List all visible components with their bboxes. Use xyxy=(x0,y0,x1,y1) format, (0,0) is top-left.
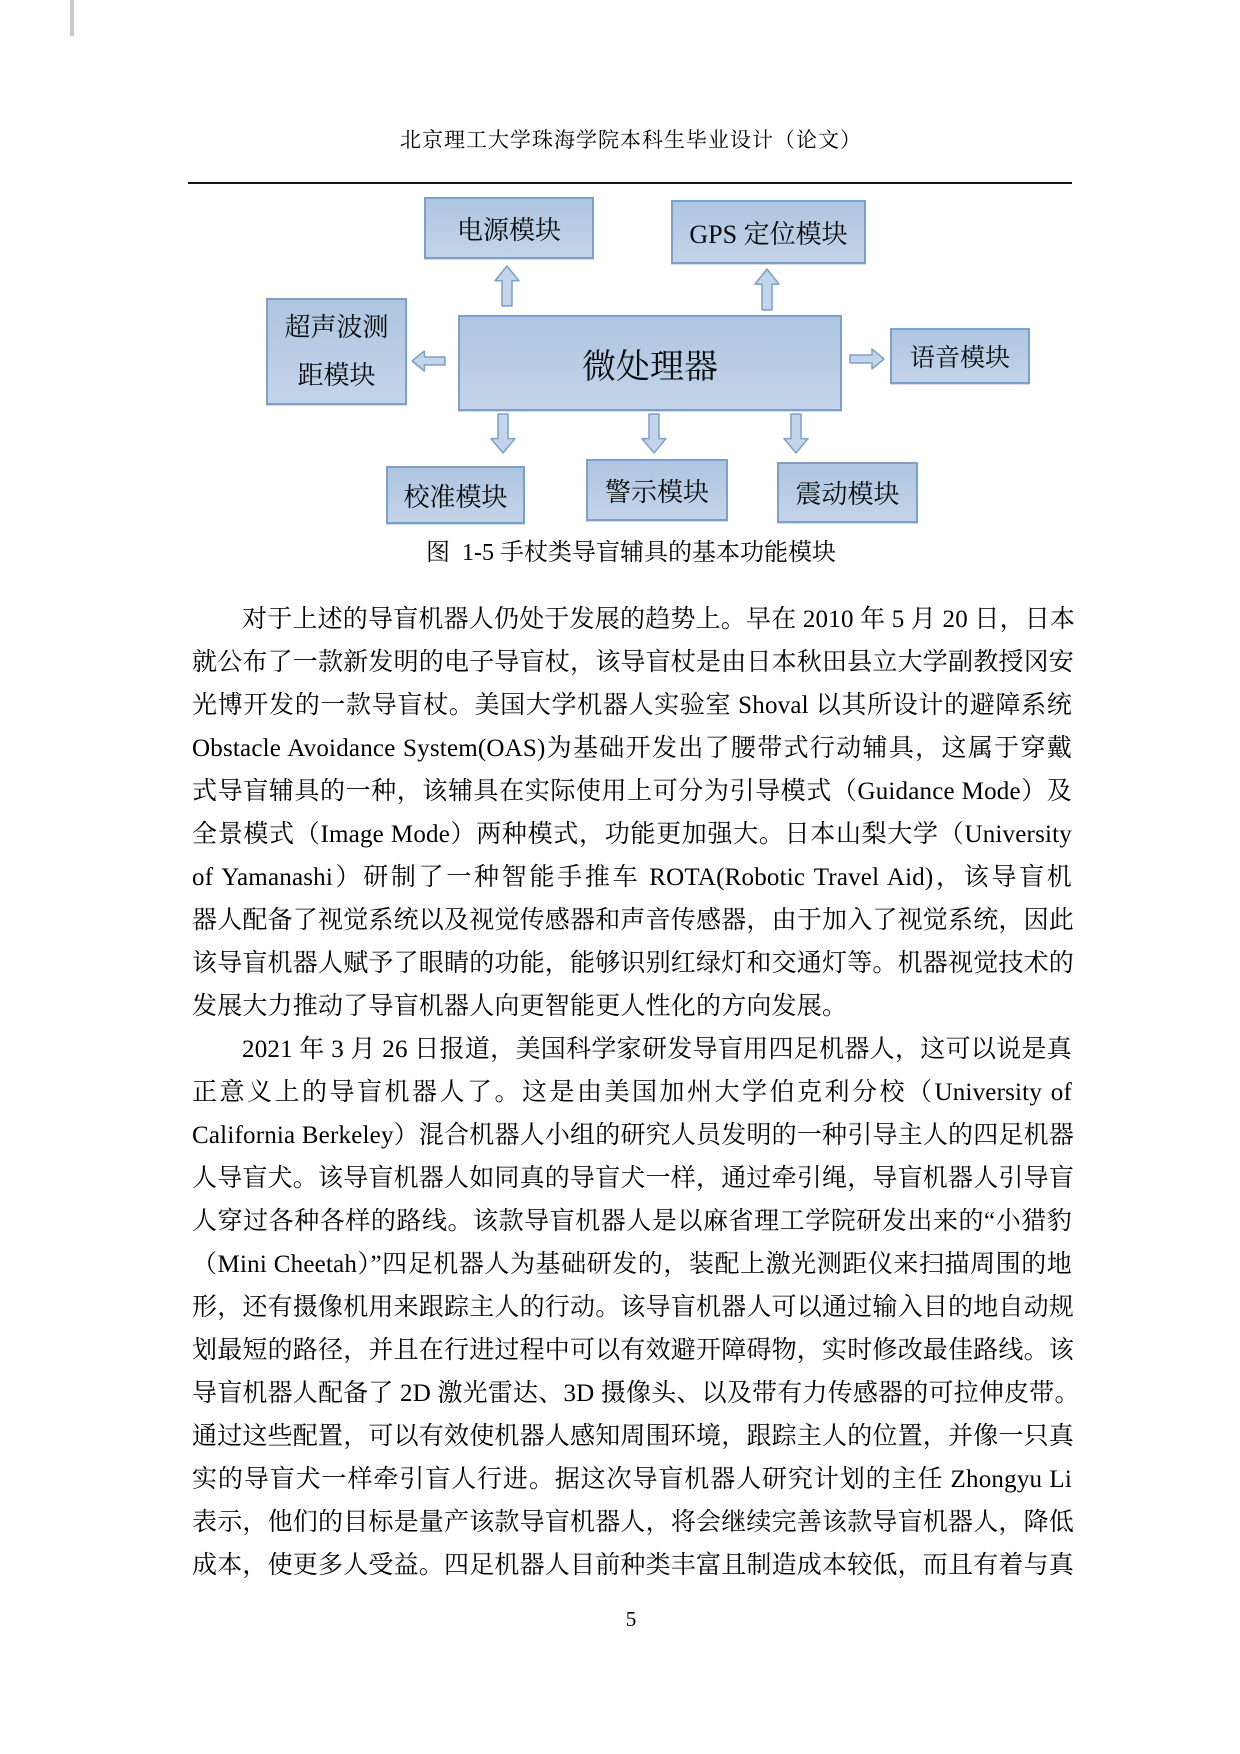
body-line: 表示，他们的目标是量产该款导盲机器人，将会继续完善该款导盲机器人，降低 xyxy=(192,1509,1075,1536)
diagram-box-processor-label: 微处理器 xyxy=(582,348,718,386)
arrow-left-icon xyxy=(411,350,446,372)
body-line: 就公布了一款新发明的电子导盲杖，该导盲杖是由日本秋田县立大学副教授冈安 xyxy=(192,649,1075,676)
body-line: 人导盲犬。该导盲机器人如同真的导盲犬一样，通过牵引绳，导盲机器人引导盲 xyxy=(192,1165,1075,1192)
diagram-box-warning xyxy=(586,459,728,521)
body-line: California Berkeley）混合机器人小组的研究人员发明的一种引导主人的四足机器 xyxy=(192,1122,1075,1149)
body-line: 该导盲机器人赋予了眼睛的功能，能够识别红绿灯和交通灯等。机器视觉技术的 xyxy=(192,950,1075,977)
body-line: 成本，使更多人受益。四足机器人目前种类丰富且制造成本较低，而且有着与真 xyxy=(192,1552,1075,1579)
diagram-box-vibration-label: 震动模块 xyxy=(795,480,900,509)
body-line: of Yamanashi）研制了一种智能手推车 ROTA(Robotic Travel Aid)，该导盲机 xyxy=(192,864,1072,891)
arrow-up-icon xyxy=(754,268,780,311)
diagram-box-voice xyxy=(890,328,1030,384)
page-header: 北京理工大学珠海学院本科生毕业设计（论文） xyxy=(400,128,862,152)
diagram-box-ultrasonic-label-line1: 超声波测 xyxy=(284,312,389,342)
diagram-box-ultrasonic-label-line2: 距模块 xyxy=(297,360,376,390)
diagram-box-power-label: 电源模块 xyxy=(456,215,561,245)
diagram-box-gps-label: GPS 定位模块 xyxy=(689,219,848,249)
scan-artifact xyxy=(70,0,74,36)
page-number: 5 xyxy=(625,1607,637,1631)
body-line: 实的导盲犬一样牵引盲人行进。据这次导盲机器人研究计划的主任 Zhongyu Li xyxy=(192,1466,1072,1493)
body-line: 正意义上的导盲机器人了。这是由美国加州大学伯克利分校（University of xyxy=(192,1079,1072,1106)
body-line: 对于上述的导盲机器人仍处于发展的趋势上。早在 2010 年 5 月 20 日，日本 xyxy=(242,606,1076,633)
body-line: 2021 年 3 月 26 日报道，美国科学家研发导盲用四足机器人，这可以说是真 xyxy=(242,1036,1072,1063)
diagram-box-power xyxy=(424,197,594,259)
diagram-box-processor xyxy=(458,315,842,411)
body-line: 全景模式（Image Mode）两种模式，功能更加强大。日本山梨大学（University xyxy=(192,821,1072,848)
body-line: 人穿过各种各样的路线。该款导盲机器人是以麻省理工学院研发出来的“小猎豹 xyxy=(192,1208,1072,1235)
arrow-right-icon xyxy=(849,348,885,370)
diagram-box-warning-label: 警示模块 xyxy=(604,477,709,507)
body-line: （Mini Cheetah）”四足机器人为基础研发的，装配上激光测距仪来扫描周围的地 xyxy=(192,1251,1072,1278)
arrow-down-icon xyxy=(490,413,516,454)
diagram-box-vibration xyxy=(777,462,918,523)
arrow-up-icon xyxy=(494,265,520,307)
body-line: 导盲机器人配备了 2D 激光雷达、3D 摄像头、以及带有力传感器的可拉伸皮带。 xyxy=(192,1380,1080,1407)
body-line: 发展大力推动了导盲机器人向更智能更人性化的方向发展。 xyxy=(192,993,848,1020)
body-line: 通过这些配置，可以有效使机器人感知周围环境，跟踪主人的位置，并像一只真 xyxy=(192,1423,1075,1450)
body-text xyxy=(192,598,1080,1587)
diagram-box-calibration xyxy=(386,466,525,524)
header-rule xyxy=(188,182,1072,184)
arrow-down-icon xyxy=(783,413,809,454)
body-line: 式导盲辅具的一种，该辅具在实际使用上可分为引导模式（Guidance Mode）及 xyxy=(192,778,1072,805)
diagram-box-calibration-label: 校准模块 xyxy=(403,482,508,512)
arrow-down-icon xyxy=(641,413,667,454)
body-line: 器人配备了视觉系统以及视觉传感器和声音传感器，由于加入了视觉系统，因此 xyxy=(192,907,1075,934)
body-line: 形，还有摄像机用来跟踪主人的行动。该导盲机器人可以通过输入目的地自动规 xyxy=(192,1294,1075,1321)
body-line: 光博开发的一款导盲杖。美国大学机器人实验室 Shoval 以其所设计的避障系统 xyxy=(192,692,1072,719)
body-line: 划最短的路径，并且在行进过程中可以有效避开障碍物，实时修改最佳路线。该 xyxy=(192,1337,1075,1364)
figure-caption: 图 1-5 手杖类导盲辅具的基本功能模块 xyxy=(426,540,836,566)
diagram-box-voice-label: 语音模块 xyxy=(909,345,1010,372)
diagram-box-gps xyxy=(671,200,866,264)
body-line: Obstacle Avoidance System(OAS)为基础开发出了腰带式行动辅具，这属于穿戴 xyxy=(192,735,1072,762)
diagram-box-ultrasonic xyxy=(266,298,407,405)
